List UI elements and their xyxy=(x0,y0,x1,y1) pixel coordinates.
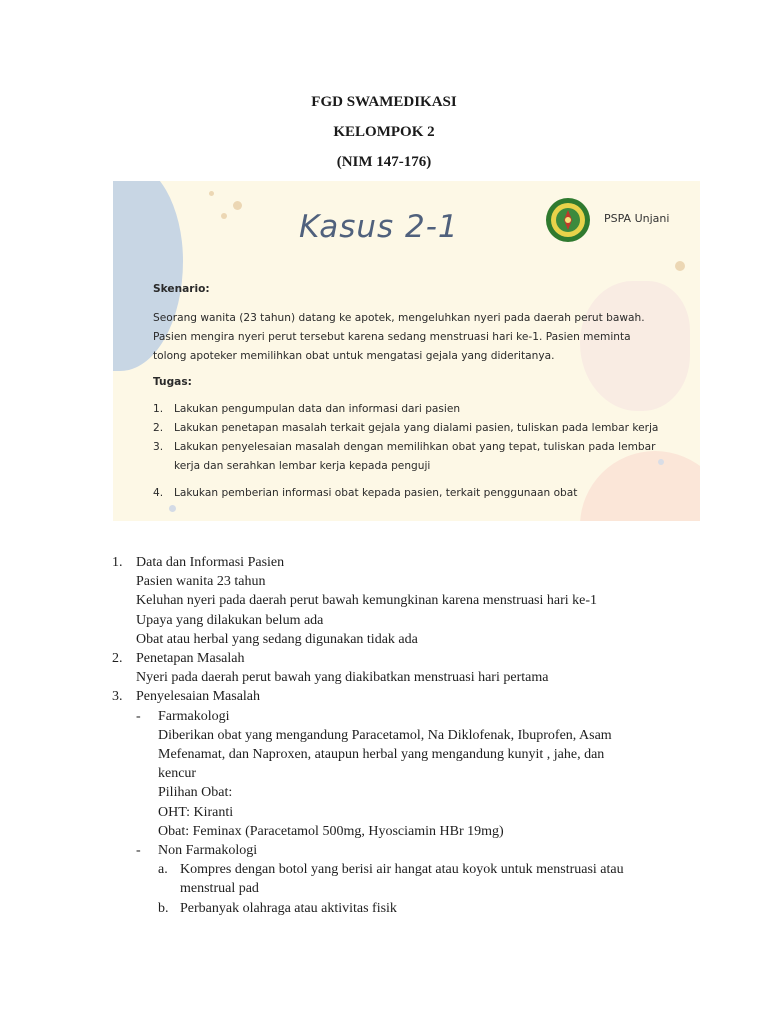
skenario-line: tolong apoteker memilihkan obat untuk mengatasi gejala yang dideritanya. xyxy=(153,350,555,362)
group-name: KELOMPOK 2 xyxy=(333,124,435,140)
section-title: 1. Data dan Informasi Pasien xyxy=(112,555,285,570)
decor-dot xyxy=(209,191,214,196)
skenario-line: Seorang wanita (23 tahun) datang ke apotek, mengeluhkan nyeri pada daerah perut bawah. xyxy=(153,312,645,324)
logo-label: PSPA Unjani xyxy=(604,212,670,225)
case-title: Kasus 2-1 xyxy=(299,209,459,245)
section-line: Keluhan nyeri pada daerah perut bawah kemungkinan karena menstruasi hari ke-1 xyxy=(136,593,598,609)
skenario-line: Pasien mengira nyeri perut tersebut karena sedang menstruasi hari ke-1. Pasien meminta xyxy=(153,331,631,343)
section-line: OHT: Kiranti xyxy=(158,804,234,820)
decor-dot xyxy=(675,261,685,271)
decor-dot xyxy=(169,505,176,512)
university-logo-icon xyxy=(545,197,591,243)
case-slide-image xyxy=(113,181,700,521)
section-line: Obat atau herbal yang sedang digunakan tidak ada xyxy=(136,631,418,647)
subsection-title: - Farmakologi xyxy=(136,708,230,724)
tugas-label: Tugas: xyxy=(153,376,192,388)
task-item: 3. Lakukan penyelesaian masalah dengan memilihkan obat yang tepat, tuliskan pada lembar kerja dan serahkan lembar kerja kepada penguji xyxy=(153,441,656,472)
section-line: Pasien wanita 23 tahun xyxy=(136,574,266,590)
decor-dot xyxy=(233,201,242,210)
list-item: b. Perbanyak olahraga atau aktivitas fisik xyxy=(158,900,397,916)
task-item: 4. Lakukan pemberian informasi obat kepada pasien, terkait penggunaan obat xyxy=(153,487,578,499)
section-line: Nyeri pada daerah perut bawah yang diakibatkan menstruasi hari pertama xyxy=(136,670,549,686)
section-line: Upaya yang dilakukan belum ada xyxy=(136,612,324,628)
decor-dot xyxy=(221,213,227,219)
subsection-title: - Non Farmakologi xyxy=(136,843,258,859)
answer-list xyxy=(112,553,712,918)
nim-range: (NIM 147-176) xyxy=(336,154,432,170)
list-item-continuation: menstrual pad xyxy=(180,881,259,897)
section-title: 3. Penyelesaian Masalah xyxy=(112,689,261,705)
list-item: a. Kompres dengan botol yang berisi air hangat atau koyok untuk menstruasi atau xyxy=(158,862,624,878)
section-line: Diberikan obat yang mengandung Paracetamol, Na Diklofenak, Ibuprofen, Asam xyxy=(158,727,612,743)
section-title: 2. Penetapan Masalah xyxy=(112,651,245,667)
section-line: Obat: Feminax (Paracetamol 500mg, Hyosciamin HBr 19mg) xyxy=(158,823,504,839)
task-item: 1. Lakukan pengumpulan data dan informasi dari pasien xyxy=(153,403,461,415)
slide-body xyxy=(153,280,673,503)
section-line: Pilihan Obat: xyxy=(158,785,233,801)
section-line: Mefenamat, dan Naproxen, ataupun herbal yang mengandung kunyit , jahe, dan xyxy=(158,747,605,763)
task-list xyxy=(153,400,673,503)
skenario-label: Skenario: xyxy=(153,283,210,295)
doc-title: FGD SWAMEDIKASI xyxy=(311,94,457,110)
section-line: kencur xyxy=(158,766,197,782)
task-item: 2. Lakukan penetapan masalah terkait gejala yang dialami pasien, tuliskan pada lembar kerja xyxy=(153,422,659,434)
